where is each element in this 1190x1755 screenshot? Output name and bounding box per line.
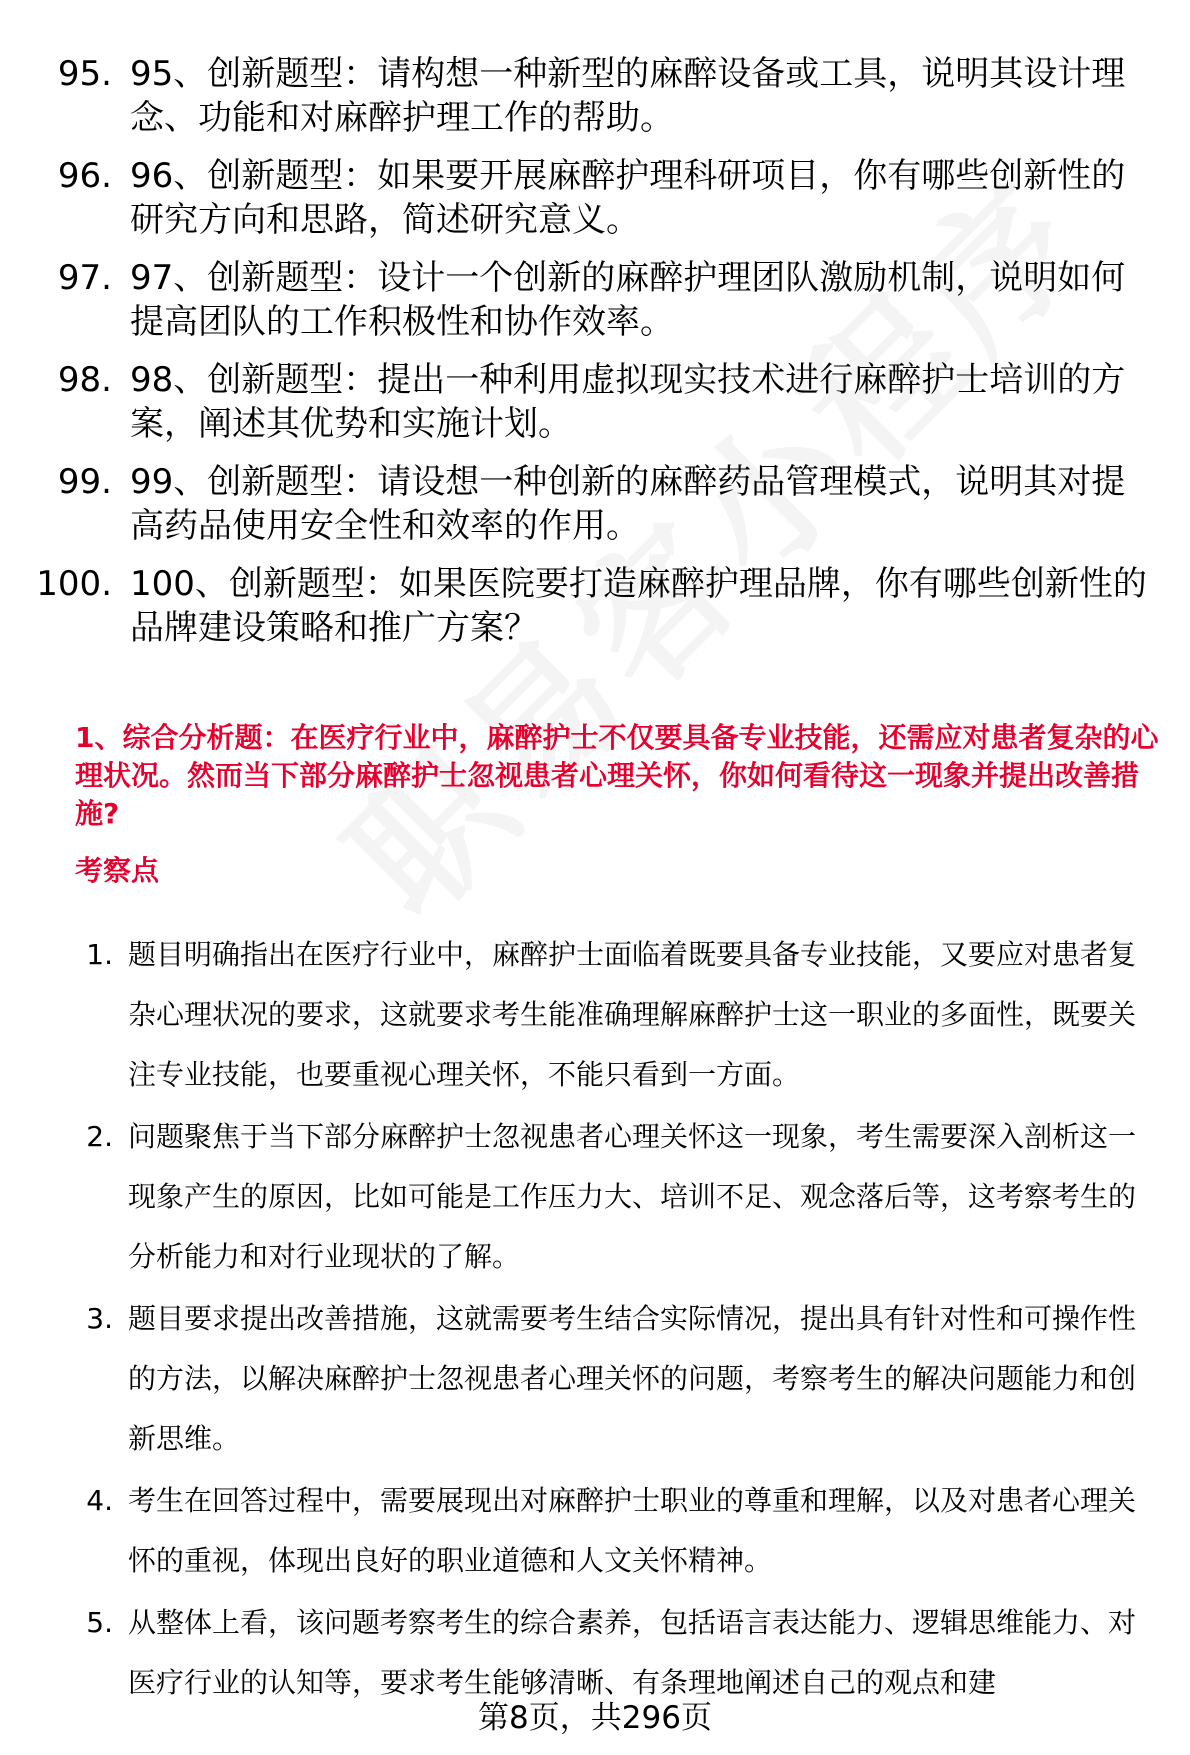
key-point-number: 4.	[86, 1484, 113, 1517]
question-text: 98、创新题型：提出一种利用虚拟现实技术进行麻醉护士培训的方案，阐述其优势和实施计划。	[130, 360, 1126, 444]
key-point-text: 题目明确指出在医疗行业中，麻醉护士面临着既要具备专业技能，又要应对患者复杂心理状况的要求，这就要求考生能准确理解麻醉护士这一职业的多面性，既要关注专业技能，也要重视心理关怀，不能只看到一方面。	[128, 938, 1137, 1091]
question-text: 97、创新题型：设计一个创新的麻醉护理团队激励机制，说明如何提高团队的工作积极性和协作效率。	[130, 258, 1126, 342]
question-list	[0, 52, 1190, 664]
key-point-text: 从整体上看，该问题考察考生的综合素养，包括语言表达能力、逻辑思维能力、对医疗行业的认知等，要求考生能够清晰、有条理地阐述自己的观点和建	[128, 1606, 1137, 1699]
question-number: 97.	[57, 258, 112, 298]
key-point-text: 题目要求提出改善措施，这就需要考生结合实际情况，提出具有针对性和可操作性的方法，以解决麻醉护士忽视患者心理关怀的问题，考察考生的解决问题能力和创新思维。	[128, 1302, 1137, 1455]
question-number: 95.	[57, 54, 112, 94]
question-item	[0, 154, 1190, 242]
question-text: 100、创新题型：如果医院要打造麻醉护理品牌，你有哪些创新性的品牌建设策略和推广方案？	[130, 564, 1147, 648]
question-item	[0, 562, 1190, 650]
key-point-number: 5.	[86, 1606, 113, 1639]
key-point-item	[0, 1471, 1190, 1591]
question-text: 96、创新题型：如果要开展麻醉护理科研项目，你有哪些创新性的研究方向和思路，简述研究意义。	[130, 156, 1126, 240]
question-text: 95、创新题型：请构想一种新型的麻醉设备或工具，说明其设计理念、功能和对麻醉护理工作的帮助。	[130, 54, 1126, 138]
key-points-list	[0, 925, 1190, 1715]
key-point-number: 1.	[86, 938, 113, 971]
key-point-item	[0, 925, 1190, 1105]
key-point-number: 3.	[86, 1302, 113, 1335]
key-point-item	[0, 1107, 1190, 1287]
question-item	[0, 358, 1190, 446]
key-point-text: 考生在回答过程中，需要展现出对麻醉护士职业的尊重和理解，以及对患者心理关怀的重视，体现出良好的职业道德和人文关怀精神。	[128, 1484, 1137, 1577]
key-point-number: 2.	[86, 1120, 113, 1153]
question-number: 99.	[57, 462, 112, 502]
question-number: 100.	[36, 564, 112, 604]
key-point-item	[0, 1289, 1190, 1469]
key-points-label: 考察点	[75, 854, 160, 887]
question-item	[0, 52, 1190, 140]
question-number: 98.	[57, 360, 112, 400]
key-point-item	[0, 1593, 1190, 1713]
question-text: 99、创新题型：请设想一种创新的麻醉药品管理模式，说明其对提高药品使用安全性和效率的作用。	[130, 462, 1126, 546]
page-footer: 第8页，共296页	[478, 1700, 712, 1736]
question-item	[0, 460, 1190, 548]
question-item	[0, 256, 1190, 344]
key-point-text: 问题聚焦于当下部分麻醉护士忽视患者心理关怀这一现象，考生需要深入剖析这一现象产生的原因，比如可能是工作压力大、培训不足、观念落后等，这考察考生的分析能力和对行业现状的了解。	[128, 1120, 1137, 1273]
question-number: 96.	[57, 156, 112, 196]
analysis-question-heading: 1、综合分析题：在医疗行业中，麻醉护士不仅要具备专业技能，还需应对患者复杂的心理状况。然而当下部分麻醉护士忽视患者心理关怀，你如何看待这一现象并提出改善措施?	[75, 721, 1159, 830]
